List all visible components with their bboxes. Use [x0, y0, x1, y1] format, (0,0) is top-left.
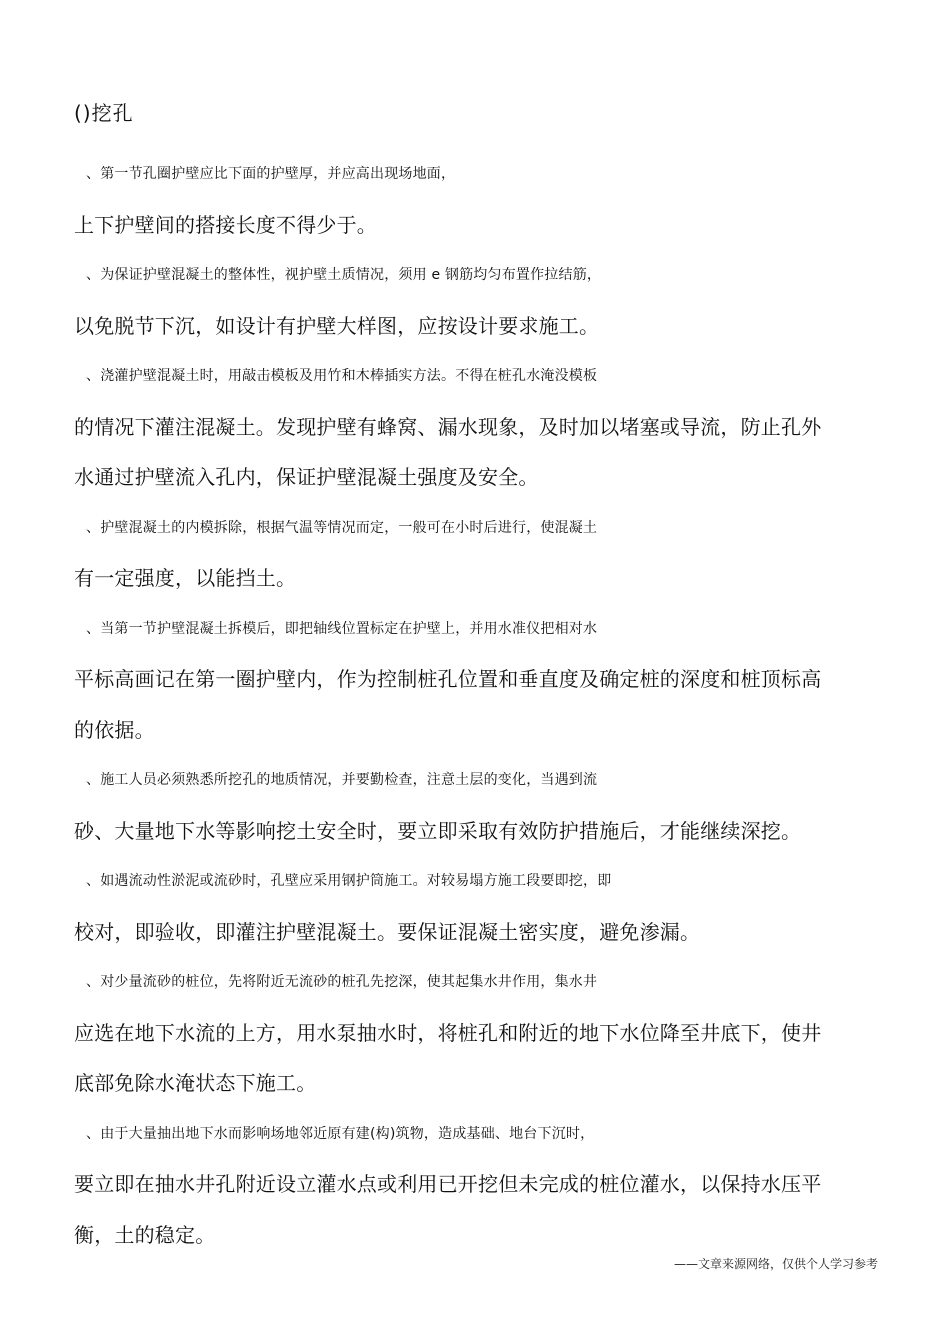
paragraph-line: 校对，即验收，即灌注护壁混凝土。要保证混凝土密实度，避免渗漏。 [74, 919, 701, 944]
paragraph-line: 有一定强度，以能挡土。 [74, 566, 297, 590]
paragraph [62, 503, 894, 604]
paragraph-line: 应选在地下水流的上方，用水泵抽水时，将桩孔和附近的地下水位降至井底下，使井 [74, 1020, 822, 1045]
paragraph [62, 1109, 894, 1261]
paragraph-line: 、如遇流动性淤泥或流砂时，孔壁应采用钢护筒施工。对较易塌方施工段要即挖，即 [86, 873, 612, 889]
paragraph [62, 149, 894, 250]
paragraph-line: 衡，土的稳定。 [74, 1222, 216, 1247]
paragraph [62, 755, 894, 856]
paragraph [62, 856, 894, 957]
paragraph-line: 平标高画记在第一圈护壁内，作为控制桩孔位置和垂直度及确定桩的深度和桩顶标高 [74, 667, 822, 691]
paragraph-line: 要立即在抽水井孔附近设立灌水点或利用已开挖但未完成的桩位灌水，以保持水压平 [74, 1172, 822, 1196]
source-footer: ——文章来源网络，仅供个人学习参考 [673, 1257, 878, 1271]
paragraph-line: 、施工人员必须熟悉所挖孔的地质情况，并要勤检查，注意土层的变化，当遇到流 [86, 772, 598, 788]
paragraph-line: 的依据。 [74, 717, 155, 742]
paragraph-line: 底部免除水淹状态下施工。 [74, 1071, 317, 1095]
paragraph [62, 957, 894, 1109]
paragraph-line: 、当第一节护壁混凝土拆模后，即把轴线位置标定在护壁上，并用水准仪把相对水 [86, 620, 598, 637]
paragraph [62, 250, 894, 351]
paragraph-line: 、浇灌护壁混凝土时，用敲击模板及用竹和木棒插实方法。不得在桩孔水淹没模板 [86, 368, 598, 384]
document-body [62, 99, 894, 1260]
paragraph-line: 以免脱节下沉，如设计有护壁大样图，应按设计要求施工。 [74, 313, 600, 338]
paragraph-line: 水通过护壁流入孔内，保证护壁混凝土强度及安全。 [74, 465, 539, 489]
paragraph [62, 604, 894, 756]
paragraph-line: 、第一节孔圈护壁应比下面的护壁厚，并应高出现场地面， [86, 166, 456, 182]
paragraph-line: 、对少量流砂的桩位，先将附近无流砂的桩孔先挖深，使其起集水井作用，集水井 [86, 974, 598, 990]
paragraph-line: 上下护壁间的搭接长度不得少于。 [74, 212, 377, 237]
paragraph-line: 、为保证护壁混凝土的整体性，视护壁土质情况，须用 e 钢筋均匀布置作拉结筋， [86, 267, 602, 283]
section-heading: ()挖孔 [74, 101, 134, 125]
paragraph [62, 351, 894, 503]
paragraph-line: 砂、大量地下水等影响挖土安全时，要立即采取有效防护措施后，才能继续深挖。 [74, 818, 802, 843]
paragraph-list [62, 149, 894, 1260]
paragraph-line: 的情况下灌注混凝土。发现护壁有蜂窝、漏水现象，及时加以堵塞或导流，防止孔外 [74, 414, 822, 439]
paragraph-line: 、由于大量抽出地下水而影响场地邻近原有建(构)筑物，造成基础、地台下沉时， [86, 1125, 595, 1142]
paragraph-line: 、护壁混凝土的内模拆除，根据气温等情况而定，一般可在小时后进行，使混凝土 [86, 519, 598, 536]
